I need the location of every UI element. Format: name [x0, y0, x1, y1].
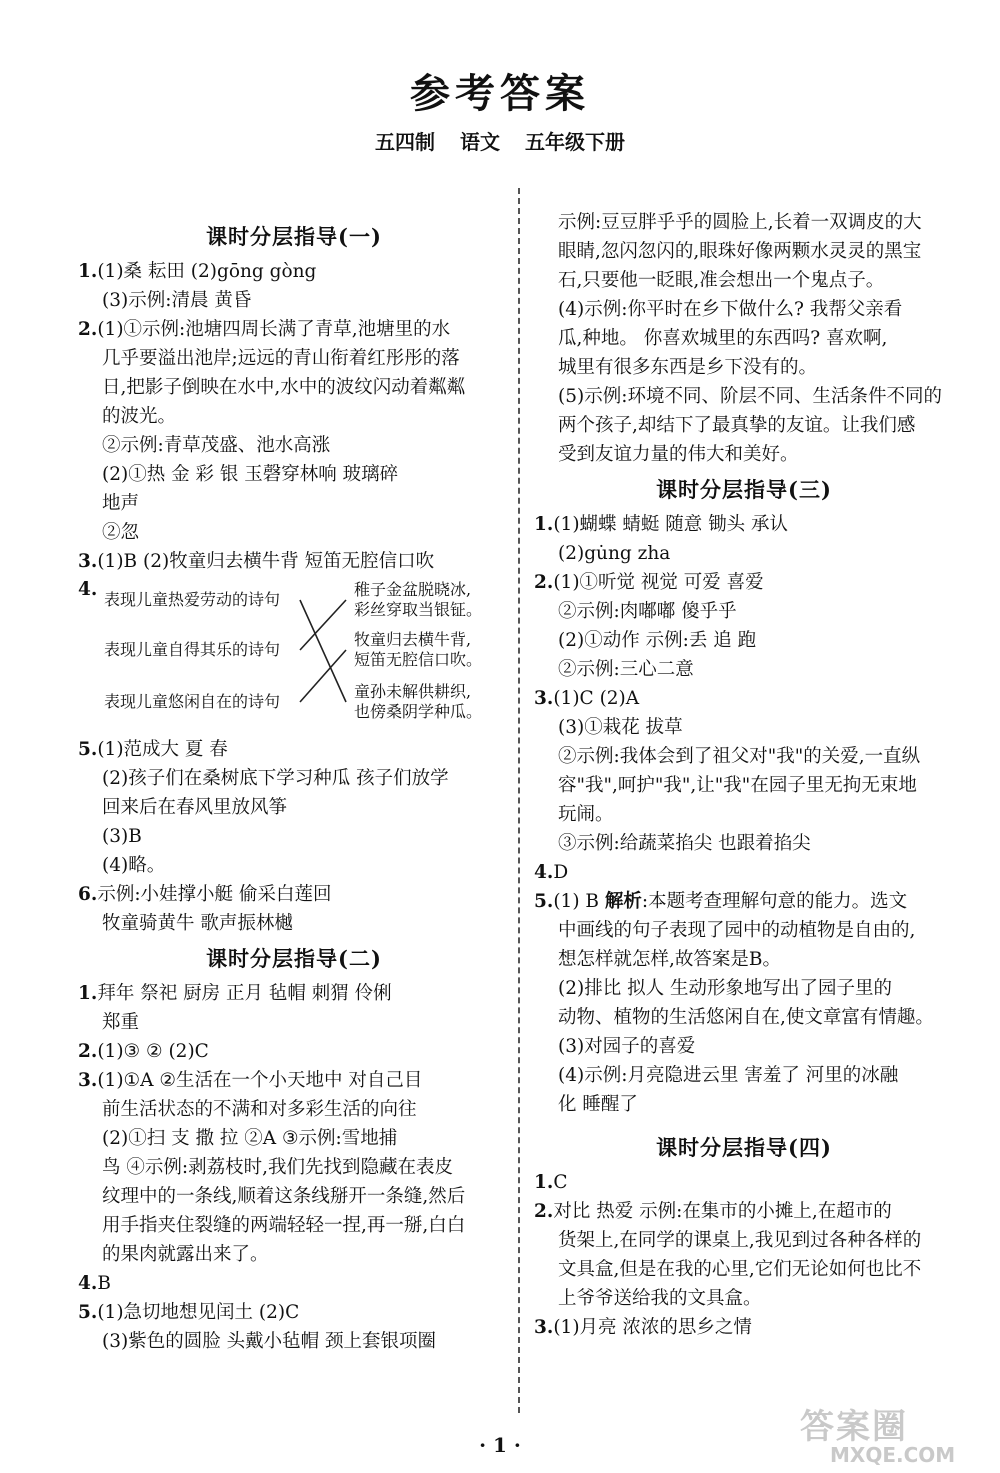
answer-line: 几乎要溢出池岸;远远的青山衔着红彤彤的落 [102, 348, 460, 369]
match-right-item: 牧童归去横牛背, [354, 630, 472, 649]
section-heading-2: 课时分层指导(二) [206, 946, 382, 971]
answer-line: 日,把影子倒映在水中,水中的波纹闪动着粼粼 [102, 377, 466, 398]
answer-line: 2.(1)③ ② (2)C [78, 1041, 209, 1062]
right-column [534, 208, 954, 1342]
section-heading-4: 课时分层指导(四) [656, 1135, 832, 1160]
answer-line: (2)排比 拟人 生动形象地写出了园子里的 [558, 978, 892, 999]
column-divider [518, 188, 520, 1413]
answer-line: 1.C [534, 1172, 568, 1193]
answer-line: ②示例:我体会到了祖父对"我"的关爱,一直纵 [558, 746, 921, 767]
answer-line: 2.(1)①听觉 视觉 可爱 喜爱 [534, 572, 764, 593]
section-heading-1: 课时分层指导(一) [206, 224, 382, 249]
answer-line: ②忽 [102, 522, 140, 543]
answer-line: (2)①热 金 彩 银 玉磬穿林响 玻璃碎 [102, 464, 399, 485]
answer-line: 的波光。 [102, 406, 177, 427]
answer-line: ②示例:肉嘟嘟 傻乎乎 [558, 601, 737, 622]
answer-line: 眼睛,忽闪忽闪的,眼珠好像两颗水灵灵的黑宝 [558, 241, 922, 262]
answer-line: ②示例:三心二意 [558, 659, 694, 680]
answer-line: 6.示例:小娃撑小艇 偷采白莲回 [78, 884, 332, 905]
subtitle-subject: 语文 [460, 130, 500, 154]
match-right-item: 彩丝穿取当银钲。 [354, 600, 483, 619]
answer-line: (4)示例:月亮隐进云里 害羞了 河里的冰融 [558, 1065, 899, 1086]
answer-line: 示例:豆豆胖乎乎的圆脸上,长着一双调皮的大 [558, 212, 922, 233]
answer-line: 郑重 [102, 1012, 140, 1033]
answer-line: (2)①扫 支 撒 拉 ②A ③示例:雪地捕 [102, 1128, 398, 1149]
answer-line: (3)①栽花 拔草 [558, 717, 683, 738]
answer-line: 3.(1)①A ②生活在一个小天地中 对自己目 [78, 1070, 423, 1091]
answer-line: 两个孩子,却结下了最真挚的友谊。让我们感 [558, 415, 916, 436]
answer-line: 回来后在春风里放风筝 [102, 797, 288, 818]
page-number: · 1 · [479, 1433, 521, 1457]
answer-line: (4)示例:你平时在乡下做什么? 我帮父亲看 [558, 299, 903, 320]
page-subtitle [0, 126, 1000, 155]
answer-line: (5)示例:环境不同、阶层不同、生活条件不同的 [558, 386, 942, 407]
watermark-text-bottom: MXQE.COM [830, 1443, 956, 1467]
answer-line: 前生活状态的不满和对多彩生活的向往 [102, 1099, 417, 1120]
answer-line: 5.(1)急切地想见闰土 (2)C [78, 1302, 300, 1323]
answer-line: 用手指夹住裂缝的两端轻轻一捏,再一掰,白白 [102, 1215, 466, 1236]
answer-line: 城里有很多东西是乡下没有的。 [558, 357, 818, 378]
answer-line: 3.(1)B (2)牧童归去横牛背 短笛无腔信口吹 [78, 551, 435, 572]
answer-line: 动物、植物的生活悠闲自在,使文章富有情趣。 [558, 1007, 934, 1028]
answer-line: 1.(1)桑 耘田 (2)gōng gòng [78, 261, 317, 282]
match-right-item: 稚子金盆脱晓冰, [354, 580, 472, 599]
analysis-label: 解析 [604, 891, 642, 912]
answer-line: 1.(1)蝴蝶 蜻蜓 随意 锄头 承认 [534, 514, 789, 535]
subtitle-grade: 五年级下册 [524, 130, 625, 154]
answer-line: 3.(1)C (2)A [534, 688, 640, 709]
answer-line: 4.D [534, 862, 569, 883]
answer-line: 瓜,种地。 你喜欢城里的东西吗? 喜欢啊, [558, 328, 888, 349]
answer-line: 石,只要他一眨眼,准会想出一个鬼点子。 [558, 270, 885, 291]
answer-line: (3)对园子的喜爱 [558, 1036, 696, 1057]
match-right-item: 童孙未解供耕织, [354, 682, 472, 701]
answer-line: 上爷爷送给我的文具盒。 [558, 1288, 762, 1309]
question-number: 4. [78, 579, 98, 600]
matching-diagram [78, 580, 510, 725]
answer-line: 受到友谊力量的伟大和美好。 [558, 444, 799, 465]
answer-line: 1.拜年 祭祀 厨房 正月 毡帽 刺猬 伶俐 [78, 983, 392, 1004]
answer-line: (2)孩子们在桑树底下学习种瓜 孩子们放学 [102, 768, 449, 789]
answer-line: (3)示例:清晨 黄昏 [102, 290, 252, 311]
answer-line: 纹理中的一条线,顺着这条线掰开一条缝,然后 [102, 1186, 466, 1207]
answer-line: 化 睡醒了 [558, 1094, 638, 1115]
section-heading-3: 课时分层指导(三) [656, 477, 832, 502]
answer-line: 5.(1) B 解析:本题考查理解句意的能力。选文 [534, 891, 908, 912]
answer-line: 牧童骑黄牛 歌声振林樾 [102, 913, 293, 934]
answer-line: 想怎样就怎样,故答案是B。 [558, 949, 781, 970]
answer-line: 文具盒,但是在我的心里,它们无论如何也比不 [558, 1259, 922, 1280]
watermark-logo [800, 1407, 990, 1470]
watermark-text-top: 答案圈 [800, 1407, 908, 1447]
match-right-item: 也傍桑阴学种瓜。 [354, 702, 483, 721]
match-left-item: 表现儿童热爱劳动的诗句 [104, 590, 281, 609]
answer-line: 货架上,在同学的课桌上,我见到过各种各样的 [558, 1230, 922, 1251]
answer-line: (2)gu̇ng zha [558, 543, 671, 564]
match-left-item: 表现儿童自得其乐的诗句 [104, 640, 281, 659]
answer-line: 2.(1)①示例:池塘四周长满了青草,池塘里的水 [78, 319, 451, 340]
match-left-item: 表现儿童悠闲自在的诗句 [104, 692, 281, 711]
answer-line: 玩闹。 [558, 804, 614, 825]
answer-line: (2)①动作 示例:丢 追 跑 [558, 630, 757, 651]
answer-line: 地声 [102, 493, 140, 514]
answer-line: 的果肉就露出来了。 [102, 1244, 269, 1265]
answer-line: (3)紫色的圆脸 头戴小毡帽 颈上套银项圈 [102, 1331, 436, 1352]
answer-line: ③示例:给蔬菜掐尖 也跟着掐尖 [558, 833, 811, 854]
answer-line: 容"我",呵护"我",让"我"在园子里无拘无束地 [558, 775, 917, 796]
match-right-item: 短笛无腔信口吹。 [354, 650, 483, 669]
answer-line: 5.(1)范成大 夏 春 [78, 739, 228, 760]
answer-line: 3.(1)月亮 浓浓的思乡之情 [534, 1317, 752, 1338]
subtitle-system: 五四制 [375, 130, 436, 154]
answer-line: 中画线的句子表现了园中的动植物是自由的, [558, 920, 916, 941]
answer-line: (4)略。 [102, 855, 166, 876]
answer-line: ②示例:青草茂盛、池水高涨 [102, 435, 331, 456]
answer-line: 4.B [78, 1273, 111, 1294]
answer-line: 2.对比 热爱 示例:在集市的小摊上,在超市的 [534, 1201, 892, 1222]
page-title: 参考答案 [410, 70, 590, 117]
answer-line: (3)B [102, 826, 142, 847]
answer-line: 鸟 ④示例:剥荔枝时,我们先找到隐藏在表皮 [102, 1157, 453, 1178]
matching-lines [78, 580, 510, 725]
left-column [78, 208, 510, 1356]
